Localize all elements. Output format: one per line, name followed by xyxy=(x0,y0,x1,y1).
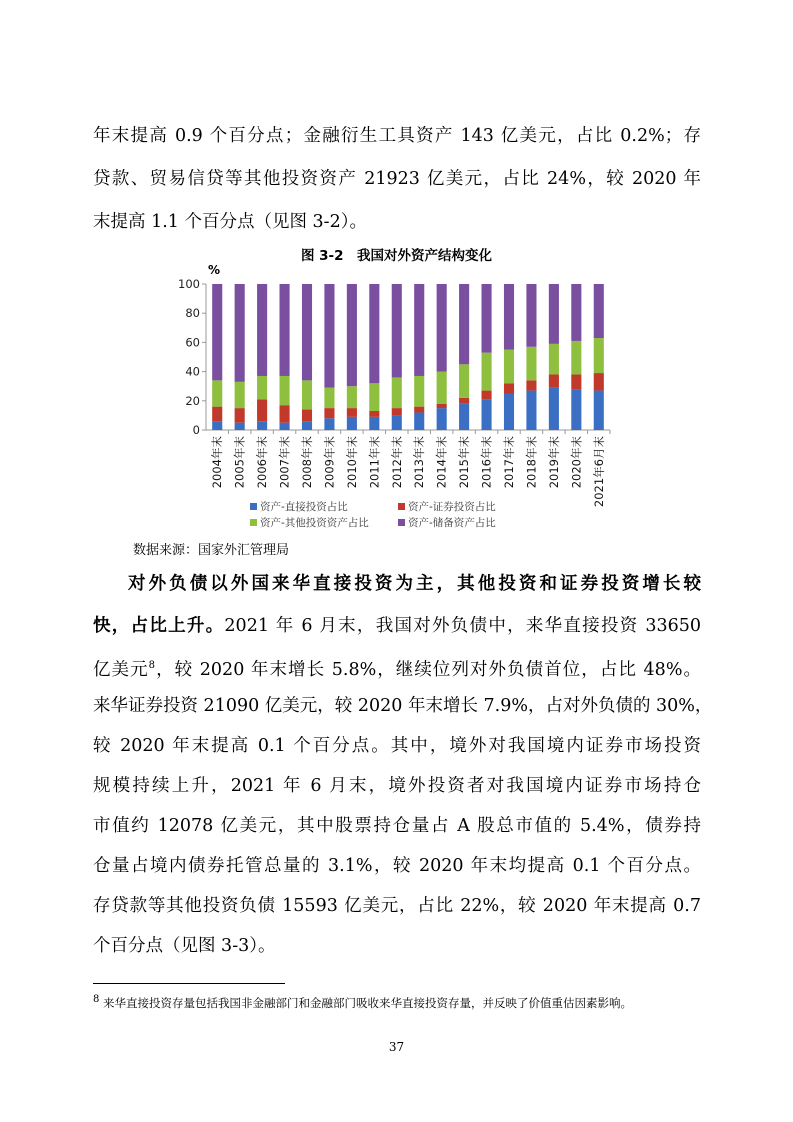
bar-segment-2 xyxy=(212,407,222,422)
bar-segment-3 xyxy=(526,347,536,381)
bar-segment-2 xyxy=(504,383,514,393)
bar-segment-4 xyxy=(504,284,514,350)
legend-swatch xyxy=(398,519,405,526)
bar-segment-4 xyxy=(392,284,402,377)
bar-segment-4 xyxy=(324,284,334,388)
bar-segment-1 xyxy=(459,404,469,430)
bar-segment-1 xyxy=(571,389,581,430)
bar-segment-1 xyxy=(212,421,222,430)
bar-segment-2 xyxy=(571,375,581,390)
intro-line-1: 年末提高 0.9 个百分点；金融衍生工具资产 143 亿美元，占比 0.2%；存 xyxy=(93,126,701,146)
y-tick-label: 60 xyxy=(185,335,200,350)
bar-segment-4 xyxy=(482,284,492,353)
bar-segment-2 xyxy=(594,373,604,391)
bar-segment-2 xyxy=(437,404,447,408)
y-tick-label: 20 xyxy=(185,393,200,408)
body-line-5: 较 2020 年末提高 0.1 个百分点。其中，境外对我国境内证券市场投资 xyxy=(93,736,701,756)
bar-segment-4 xyxy=(414,284,424,376)
bar-segment-2 xyxy=(324,408,334,418)
figure-title: 图 3-2 我国对外资产结构变化 xyxy=(300,248,493,264)
x-tick-label: 2012年末 xyxy=(389,436,404,489)
x-tick-label: 2008年末 xyxy=(300,436,314,489)
footnote-reference[interactable]: 8 xyxy=(148,660,156,671)
body-line-4: 来华证券投资 21090 亿美元，较 2020 年末增长 7.9%，占对外负债的 30%， xyxy=(93,696,713,716)
body-line-7: 市值约 12078 亿美元，其中股票持仓量占 A 股总市值的 5.4%，债券持 xyxy=(93,816,701,836)
x-tick-label: 2014年末 xyxy=(434,436,449,489)
bar-segment-2 xyxy=(257,399,267,421)
bar-segment-3 xyxy=(549,344,559,375)
x-tick-label: 2004年末 xyxy=(210,436,225,489)
x-tick-label: 2011年末 xyxy=(367,436,382,489)
bar-segment-2 xyxy=(392,408,402,415)
x-tick-label: 2019年末 xyxy=(546,436,561,489)
x-tick-label: 2005年末 xyxy=(232,436,247,489)
y-unit-label: % xyxy=(208,263,221,277)
bar-segment-1 xyxy=(549,388,559,430)
bar-segment-3 xyxy=(257,376,267,399)
bar-segment-3 xyxy=(459,364,469,398)
body-line-2 xyxy=(93,614,701,638)
bar-segment-4 xyxy=(235,284,245,382)
bar-segment-3 xyxy=(437,372,447,404)
bar-segment-3 xyxy=(369,383,379,411)
legend-label: 资产-证券投资占比 xyxy=(408,501,496,513)
footnote-divider xyxy=(93,983,285,984)
y-tick-label: 40 xyxy=(185,364,200,379)
intro-line-3: 末提高 1.1 个百分点（见图 3-2）。 xyxy=(93,212,367,232)
bar-segment-3 xyxy=(571,341,581,375)
x-tick-label: 2007年末 xyxy=(277,436,292,489)
bar-segment-3 xyxy=(235,382,245,408)
body-lead-line-1: 对外负债以外国来华直接投资为主，其他投资和证券投资增长较 xyxy=(128,574,701,594)
legend-swatch xyxy=(250,503,257,510)
bar-segment-3 xyxy=(594,338,604,373)
body-line-10: 个百分点（见图 3-3）。 xyxy=(93,936,276,956)
body-line-3 xyxy=(93,654,701,678)
chart-bars xyxy=(212,284,604,430)
x-tick-label: 2013年末 xyxy=(412,436,427,489)
bar-segment-3 xyxy=(504,350,514,384)
bar-segment-2 xyxy=(414,407,424,413)
body-line-6: 规模持续上升，2021 年 6 月末，境外投资者对我国境内证券市场持仓 xyxy=(93,776,701,796)
bar-segment-4 xyxy=(280,284,290,376)
footnote-text: 来华直接投资存量包括我国非金融部门和金融部门吸收来华直接投资存量，并反映了价值重估因素影响。 xyxy=(99,995,633,1010)
bar-segment-3 xyxy=(212,380,222,406)
bar-segment-1 xyxy=(482,399,492,430)
bar-segment-1 xyxy=(302,421,312,430)
bar-segment-2 xyxy=(302,410,312,422)
bar-segment-3 xyxy=(324,388,334,408)
body-line-3-b: ，较 2020 年末增长 5.8%，继续位列对外负债首位，占比 48%。 xyxy=(155,659,701,680)
y-tick-label: 0 xyxy=(192,423,200,437)
body-line-9: 存贷款等其他投资负债 15593 亿美元，占比 22%，较 2020 年末提高 0.7 xyxy=(93,896,701,916)
chart-legend xyxy=(250,500,496,529)
legend-swatch xyxy=(398,503,405,510)
bar-segment-3 xyxy=(414,376,424,407)
bar-segment-3 xyxy=(280,376,290,405)
x-tick-label: 2021年6月末 xyxy=(591,436,606,508)
bar-segment-2 xyxy=(369,411,379,417)
chart-x-labels xyxy=(210,436,606,508)
x-tick-label: 2018年末 xyxy=(524,436,539,489)
bar-segment-4 xyxy=(369,284,379,383)
bar-segment-3 xyxy=(347,386,357,408)
legend-label: 资产-直接投资占比 xyxy=(260,501,348,513)
bar-segment-1 xyxy=(504,394,514,431)
bar-segment-1 xyxy=(235,423,245,430)
page-number: 37 xyxy=(388,1040,405,1054)
bar-segment-1 xyxy=(414,412,424,430)
bar-segment-4 xyxy=(526,284,536,347)
bar-segment-3 xyxy=(392,377,402,408)
body-line-3-a: 亿美元 xyxy=(93,659,149,680)
x-tick-label: 2015年末 xyxy=(457,436,472,489)
x-tick-label: 2010年末 xyxy=(344,436,359,489)
body-line-8: 仓量占境内债券托管总量的 3.1%，较 2020 年末均提高 0.1 个百分点。 xyxy=(93,856,701,876)
bar-segment-1 xyxy=(347,417,357,430)
bar-segment-3 xyxy=(482,353,492,391)
footnote-mark: 8 xyxy=(93,994,100,1005)
bar-segment-1 xyxy=(594,391,604,430)
bar-segment-2 xyxy=(280,405,290,423)
bar-segment-4 xyxy=(257,284,267,376)
body-lead-line-2: 快，占比上升。 xyxy=(93,616,225,636)
x-tick-label: 2009年末 xyxy=(322,436,337,489)
bar-segment-1 xyxy=(437,408,447,430)
bar-segment-4 xyxy=(549,284,559,344)
bar-segment-1 xyxy=(257,421,267,430)
intro-line-2: 贷款、贸易信贷等其他投资资产 21923 亿美元，占比 24%，较 2020 年 xyxy=(93,169,701,189)
legend-label: 资产-其他投资资产占比 xyxy=(260,517,369,529)
legend-swatch xyxy=(250,519,257,526)
legend-label: 资产-储备资产占比 xyxy=(408,517,496,529)
bar-segment-4 xyxy=(212,284,222,380)
footnote xyxy=(93,990,703,1013)
x-tick-label: 2006年末 xyxy=(255,436,270,489)
x-tick-label: 2017年末 xyxy=(502,436,516,489)
x-tick-label: 2020年末 xyxy=(569,436,584,489)
bar-segment-1 xyxy=(392,415,402,430)
bar-segment-1 xyxy=(526,391,536,430)
bar-segment-2 xyxy=(459,398,469,404)
bar-segment-4 xyxy=(302,284,312,380)
body-line-2-text: 2021 年 6 月末，我国对外负债中，来华直接投资 33650 xyxy=(224,616,702,636)
bar-segment-2 xyxy=(482,391,492,400)
bar-segment-1 xyxy=(280,423,290,430)
bar-segment-1 xyxy=(369,417,379,430)
bar-segment-4 xyxy=(571,284,581,341)
x-tick-label: 2016年末 xyxy=(479,436,494,489)
figure-source: 数据来源：国家外汇管理局 xyxy=(133,543,290,558)
bar-segment-2 xyxy=(549,375,559,388)
bar-segment-1 xyxy=(324,418,334,430)
y-tick-label: 100 xyxy=(178,277,200,291)
bar-segment-4 xyxy=(347,284,357,386)
bar-segment-2 xyxy=(526,380,536,390)
bar-segment-2 xyxy=(347,408,357,417)
bar-segment-4 xyxy=(437,284,447,372)
bar-segment-4 xyxy=(459,284,469,364)
bar-segment-4 xyxy=(594,284,604,338)
bar-segment-3 xyxy=(302,380,312,409)
asset-structure-chart xyxy=(170,262,620,538)
bar-segment-2 xyxy=(235,408,245,423)
y-tick-label: 80 xyxy=(185,306,200,321)
